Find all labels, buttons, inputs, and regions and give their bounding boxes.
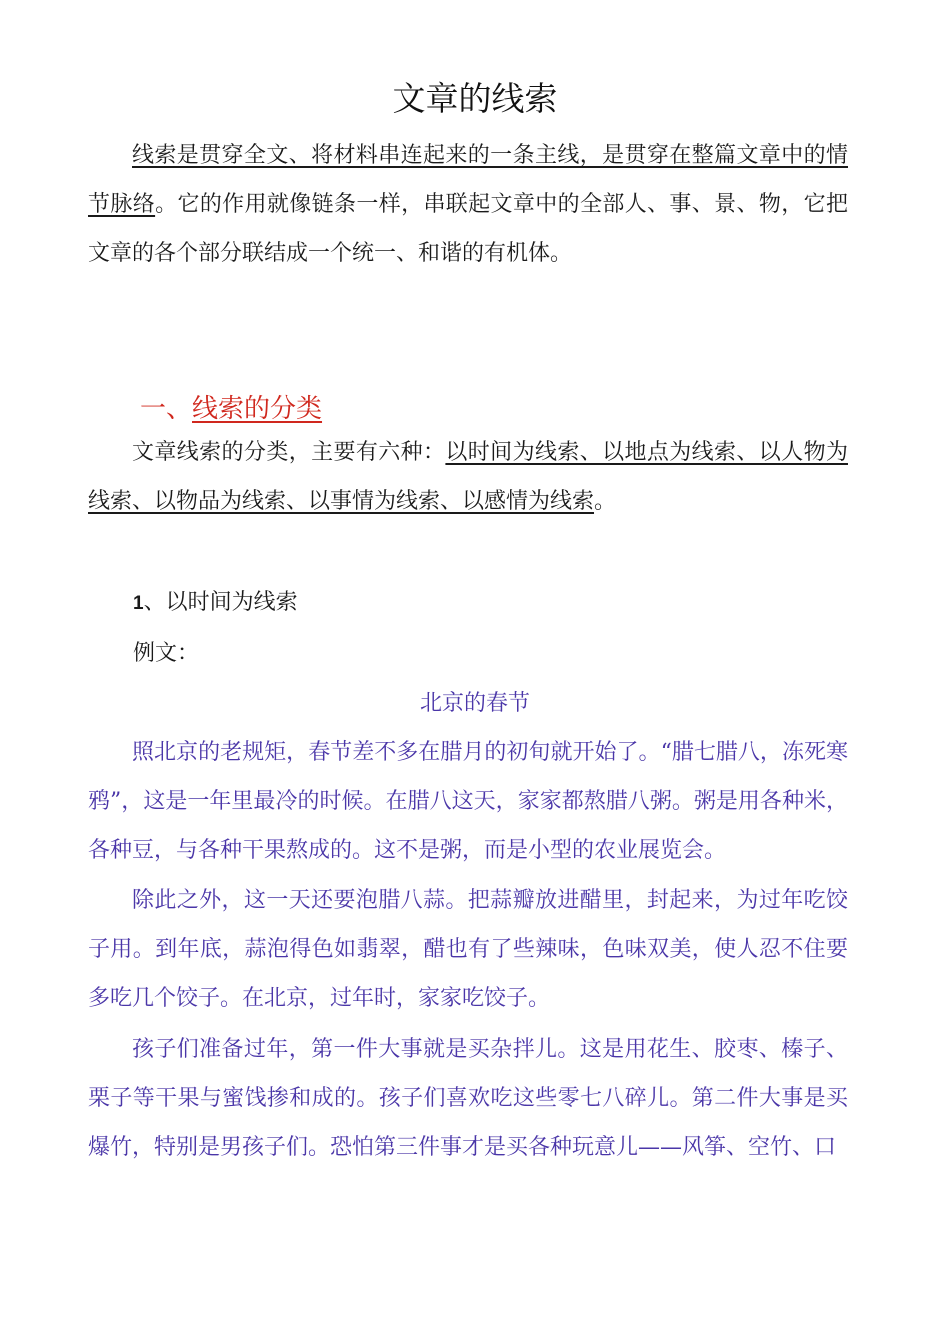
classification-paragraph	[88, 428, 848, 526]
section-heading-prefix: 一、	[140, 394, 193, 424]
classification-list-underlined: 以时间为线索、以地点为线索、以人物为线索、以物品为线索、以事情为线索、以感情为线索	[88, 440, 848, 514]
section-heading-label: 线索的分类	[192, 394, 323, 424]
section-heading-classification	[140, 386, 322, 432]
intro-definition-underlined: 线索是贯穿全文、将材料串连起来的一条主线，是贯穿在整篇文章中的情节脉络	[88, 143, 848, 217]
article-paragraph: 除此之外，这一天还要泡腊八蒜。把蒜瓣放进醋里，封起来，为过年吃饺子用。到年底，蒜泡得色如翡翠，醋也有了些辣味，色味双美，使人忍不住要多吃几个饺子。在北京，过年时，家家吃饺子。	[88, 888, 848, 1011]
article-paragraph: 孩子们准备过年，第一件大事就是买杂拌儿。这是用花生、胶枣、榛子、栗子等干果与蜜饯掺和成的。孩子们喜欢吃这些零七八碎儿。第二件大事是买爆竹，特别是男孩子们。恐怕第三件事才是买各种玩意儿——风筝、空竹、口	[88, 1037, 848, 1160]
article-paragraph: 照北京的老规矩，春节差不多在腊月的初旬就开始了。“腊七腊八，冻死寒鸦”，这是一年里最冷的时候。在腊八这天，家家都熬腊八粥。粥是用各种米，各种豆，与各种干果熬成的。这不是粥，而是小型的农业展览会。	[88, 740, 848, 863]
intro-paragraph	[88, 131, 848, 278]
page-title: 文章的线索	[392, 79, 558, 118]
classification-end: 。	[594, 489, 617, 514]
classification-lead: 文章线索的分类，主要有六种：	[132, 440, 446, 465]
subsection-number: 1	[133, 593, 144, 614]
subsection-heading-time	[133, 583, 298, 624]
subsection-label: 、以时间为线索	[143, 590, 298, 615]
article-title: 北京的春节	[419, 691, 530, 716]
intro-rest: 。它的作用就像链条一样，串联起文章中的全部人、事、景、物，它把文章的各个部分联结成一个统一、和谐的有机体。	[88, 192, 848, 266]
example-label: 例文：	[133, 641, 200, 666]
